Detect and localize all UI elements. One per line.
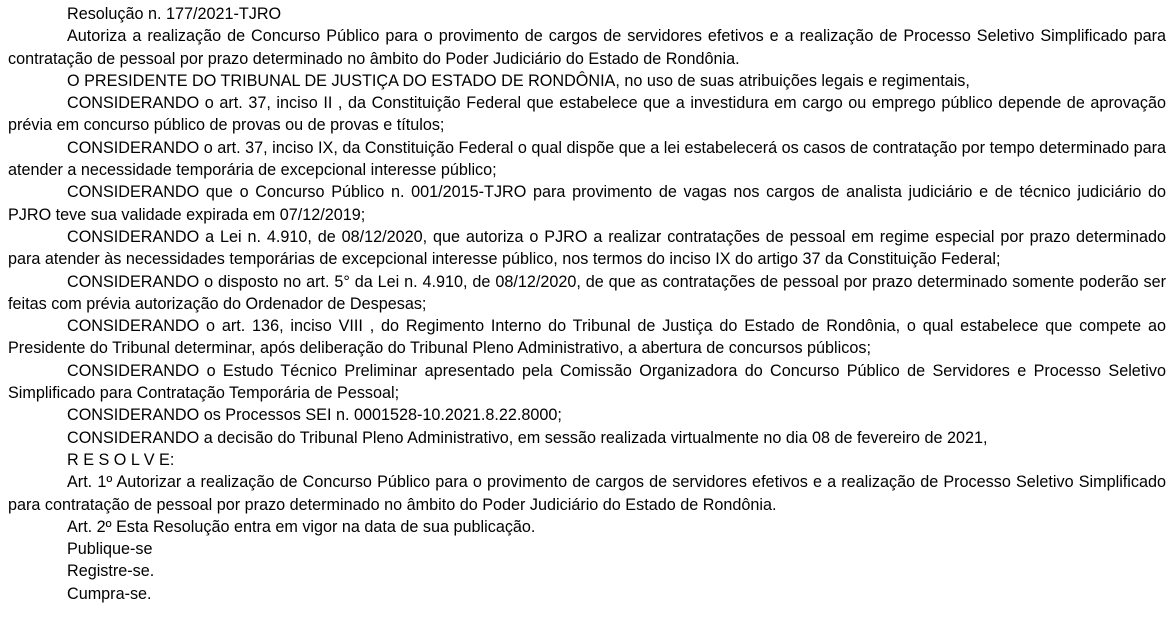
considerando-paragraph: CONSIDERANDO o disposto no art. 5° da Lei n. 4.910, de 08/12/2020, de que as contratações de pessoal por prazo determinado somente poderão ser feitas com prévia autorização do Ordenador de Despesas; [8, 272, 1166, 313]
considerando-paragraph: CONSIDERANDO o art. 37, inciso II , da Constituição Federal que estabelece que a investidura em cargo ou emprego público depende de aprovação prévia em concurso público de provas ou de provas e títulos; [8, 94, 1166, 135]
article-1: Art. 1º Autorizar a realização de Concurso Público para o provimento de cargos de servidores efetivos e a realização de Processo Seletivo Simplificado para contratação de pessoal por prazo determinado no âmbito do Poder Judiciário do Estado de Rondônia. [8, 473, 1166, 514]
resolve-heading: R E S O L V E: [67, 450, 175, 469]
resolution-document [8, 3, 1166, 605]
considerando-paragraph: CONSIDERANDO o art. 136, inciso VIII , do Regimento Interno do Tribunal de Justiça do Estado de Rondônia, o qual estabelece que compete ao Presidente do Tribunal determinar, após deliberação do Tribunal Pleno Administrativo, a abertura de concursos públicos; [8, 317, 1166, 358]
resolution-summary: Autoriza a realização de Concurso Público para o provimento de cargos de servidores efetivos e a realização de Processo Seletivo Simplificado para contratação de pessoal por prazo determinado no âmbito do Poder Judiciário do Estado de Rondônia. [8, 27, 1166, 68]
president-preamble: O PRESIDENTE DO TRIBUNAL DE JUSTIÇA DO ESTADO DE RONDÔNIA, no uso de suas atribuições legais e regimentais, [67, 71, 970, 90]
article-2: Art. 2º Esta Resolução entra em vigor na data de sua publicação. [67, 517, 536, 536]
closing-publique: Publique-se [67, 540, 153, 559]
considerando-paragraph: CONSIDERANDO os Processos SEI n. 0001528-10.2021.8.22.8000; [67, 406, 562, 425]
resolution-title: Resolução n. 177/2021-TJRO [67, 5, 282, 23]
considerando-paragraph: CONSIDERANDO que o Concurso Público n. 001/2015-TJRO para provimento de vagas nos cargos de analista judiciário e de técnico judiciário do PJRO teve sua validade expirada em 07/12/2019; [8, 183, 1166, 224]
considerando-paragraph: CONSIDERANDO a decisão do Tribunal Pleno Administrativo, em sessão realizada virtualmente no dia 08 de fevereiro de 2021, [67, 428, 988, 447]
considerando-paragraph: CONSIDERANDO a Lei n. 4.910, de 08/12/2020, que autoriza o PJRO a realizar contratações de pessoal em regime especial por prazo determinado para atender às necessidades temporárias de excepcional interesse público, nos termos do inciso IX do artigo 37 da Constituição Federal; [8, 227, 1166, 269]
closing-registre: Registre-se. [67, 562, 155, 581]
considerando-paragraph: CONSIDERANDO o art. 37, inciso IX, da Constituição Federal o qual dispõe que a lei estabelecerá os casos de contratação por tempo determinado para atender a necessidade temporária de excepcional interesse público; [8, 138, 1166, 180]
closing-cumpra: Cumpra-se. [67, 584, 152, 603]
considerando-paragraph: CONSIDERANDO o Estudo Técnico Preliminar apresentado pela Comissão Organizadora do Concurso Público de Servidores e Processo Seletivo Simplificado para Contratação Temporária de Pessoal; [8, 361, 1166, 403]
